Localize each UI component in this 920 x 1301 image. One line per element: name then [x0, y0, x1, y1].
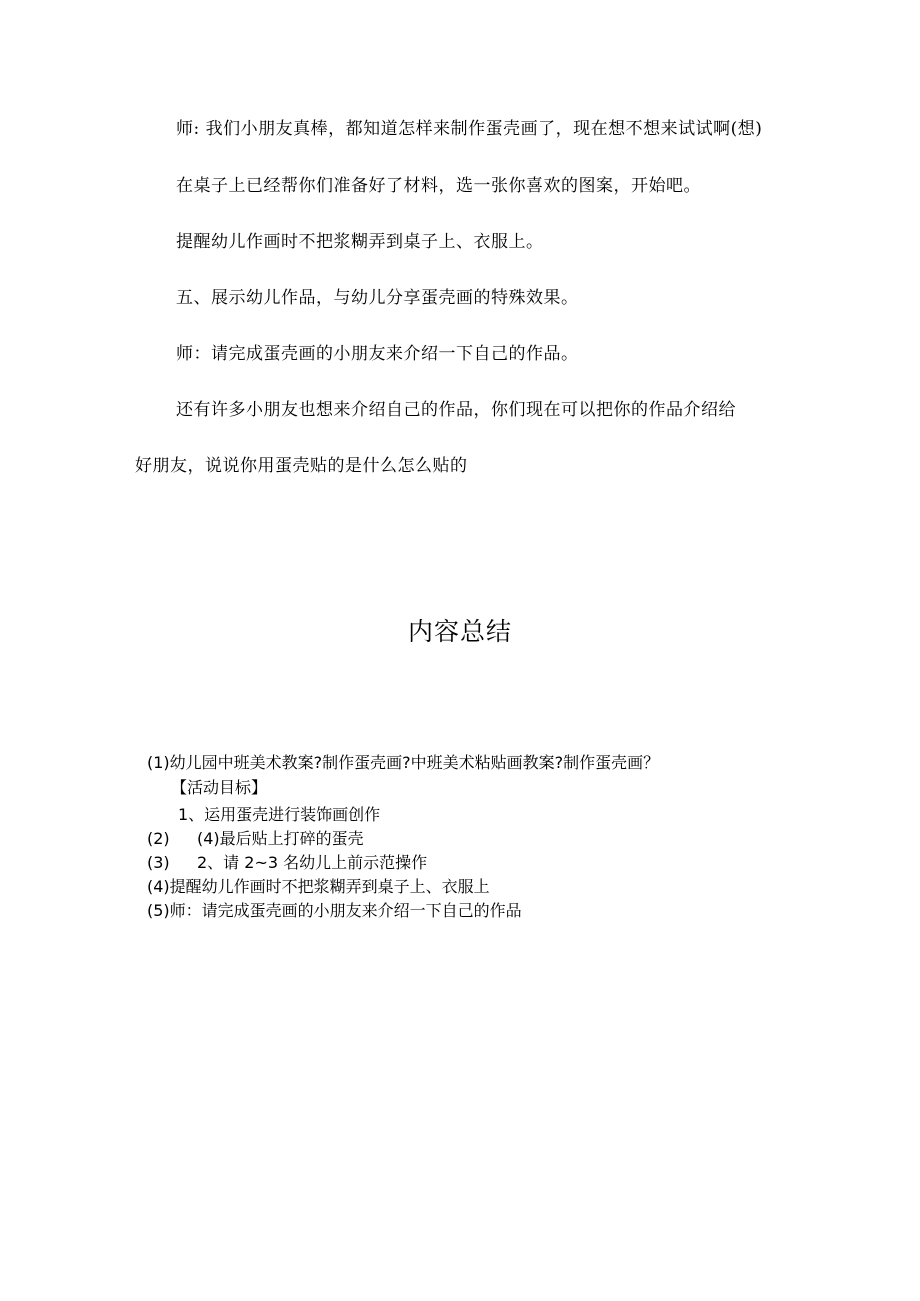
summary-item-number: (5) — [147, 901, 170, 920]
body-paragraph: 师：请完成蛋壳画的小朋友来介绍一下自己的作品。 — [176, 344, 579, 364]
body-paragraph: 还有许多小朋友也想来介绍自己的作品，你们现在可以把你的作品介绍给 — [176, 400, 736, 420]
body-paragraph: 五、展示幼儿作品，与幼儿分享蛋壳画的特殊效果。 — [176, 288, 579, 308]
summary-item-text: 【活动目标】 — [171, 778, 268, 797]
summary-item — [147, 876, 490, 898]
summary-item-text: (4)最后贴上打碎的蛋壳 — [197, 829, 364, 848]
summary-item-text: 1、运用蛋壳进行装饰画创作 — [178, 805, 381, 824]
summary-item-text: 师：请完成蛋壳画的小朋友来介绍一下自己的作品 — [169, 901, 522, 920]
summary-item-text: 幼儿园中班美术教案?制作蛋壳画?中班美术粘贴画教案?制作蛋壳画？ — [169, 753, 660, 772]
body-paragraph: 师: 我们小朋友真棒，都知道怎样来制作蛋壳画了，现在想不想来试试啊(想) — [176, 119, 763, 139]
summary-item-number: (2) — [147, 829, 170, 848]
summary-item-number: (4) — [147, 877, 170, 896]
summary-item — [171, 777, 267, 799]
summary-item-text: 2、请 2~3 名幼儿上前示范操作 — [197, 853, 428, 872]
summary-item — [147, 900, 522, 922]
body-paragraph: 好朋友，说说你用蛋壳贴的是什么怎么贴的 — [135, 456, 468, 476]
body-paragraph: 提醒幼儿作画时不把浆糊弄到桌子上、衣服上。 — [176, 232, 544, 252]
summary-item — [178, 804, 380, 826]
summary-item-text: 提醒幼儿作画时不把浆糊弄到桌子上、衣服上 — [169, 877, 490, 896]
summary-item-number: (3) — [147, 853, 170, 872]
summary-item — [147, 828, 364, 850]
body-paragraph: 在桌子上已经帮你们准备好了材料，选一张你喜欢的图案，开始吧。 — [176, 176, 701, 196]
summary-item — [147, 752, 659, 774]
summary-title: 内容总结 — [407, 617, 512, 646]
summary-item — [147, 852, 427, 874]
summary-item-number: (1) — [147, 753, 170, 772]
